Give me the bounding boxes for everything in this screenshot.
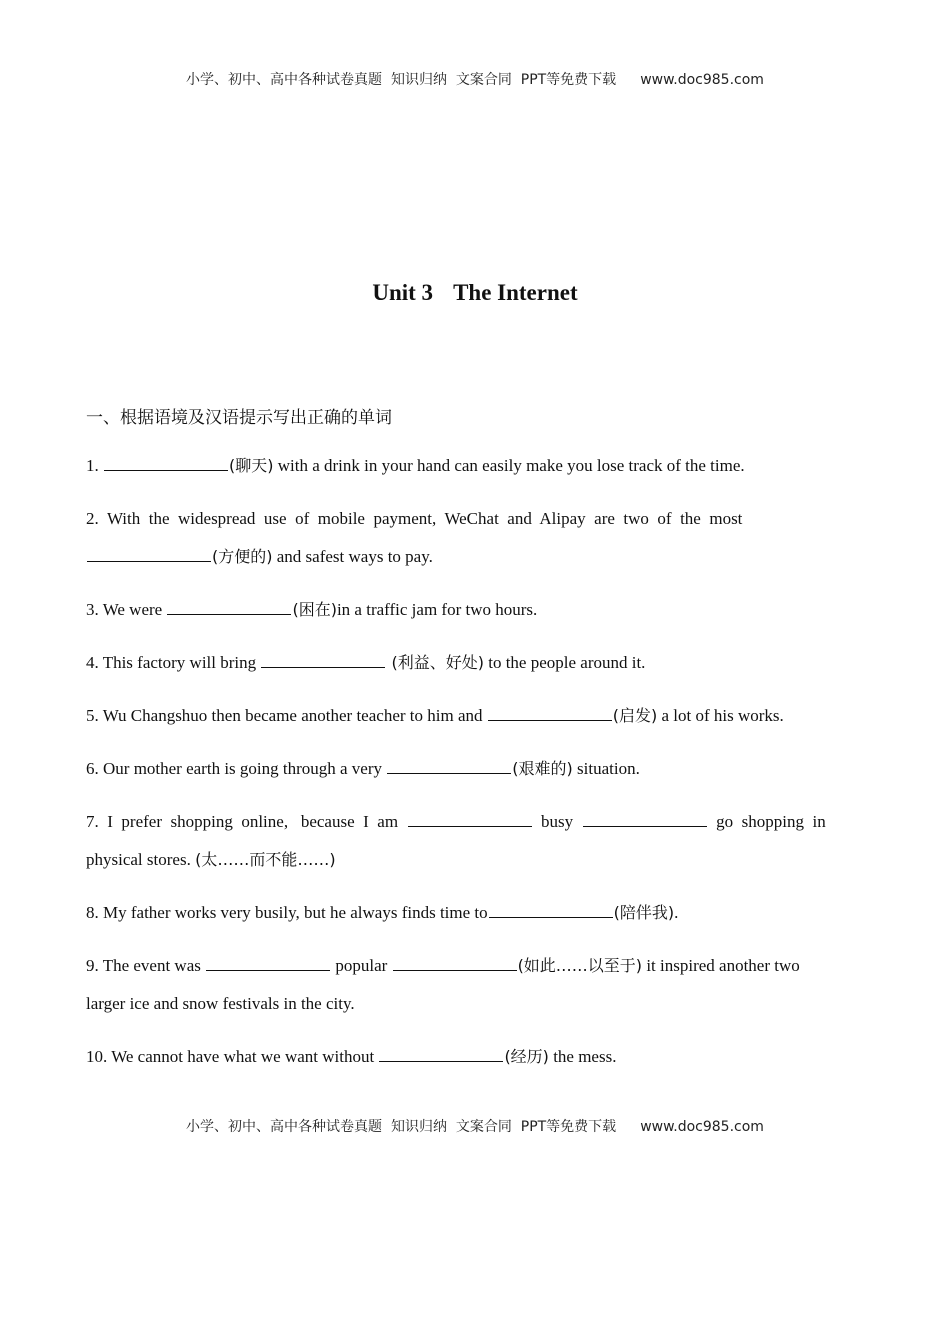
question-text: and safest ways to pay. bbox=[272, 547, 433, 566]
question-text: situation. bbox=[572, 759, 640, 778]
header-url[interactable]: www.doc985.com bbox=[640, 72, 764, 88]
question-number: 1. bbox=[86, 456, 99, 475]
answer-blank[interactable] bbox=[387, 756, 511, 774]
question-10 bbox=[86, 1038, 864, 1076]
question-text: 5. Wu Changshuo then became another teacher to him and bbox=[86, 706, 487, 725]
question-3 bbox=[86, 591, 864, 629]
question-text: 3. We were bbox=[86, 600, 167, 619]
hint: (陪伴我) bbox=[613, 903, 675, 922]
question-text: popular bbox=[331, 956, 392, 975]
question-text: it inspired another two bbox=[642, 956, 800, 975]
question-9-cont bbox=[86, 985, 864, 1023]
answer-blank[interactable] bbox=[393, 953, 517, 971]
question-text: a lot of his works. bbox=[657, 706, 784, 725]
hint: (太……而不能……) bbox=[195, 850, 336, 869]
question-text: . bbox=[674, 903, 679, 922]
question-1 bbox=[86, 447, 864, 485]
question-2 bbox=[86, 500, 864, 538]
question-8 bbox=[86, 894, 864, 932]
question-text: with a drink in your hand can easily make you lose track of the time. bbox=[273, 456, 745, 475]
page-footer bbox=[0, 1116, 950, 1136]
question-5 bbox=[86, 697, 864, 735]
answer-blank[interactable] bbox=[408, 809, 532, 827]
hint: (启发) bbox=[612, 706, 658, 725]
answer-blank[interactable] bbox=[206, 953, 330, 971]
question-text: the mess. bbox=[548, 1047, 617, 1066]
question-text: 10. We cannot have what we want without bbox=[86, 1047, 379, 1066]
question-7 bbox=[86, 803, 864, 841]
hint: (方便的) bbox=[212, 547, 273, 566]
title-unit: Unit 3 bbox=[372, 280, 434, 305]
question-text: 7. I prefer shopping online, because I am bbox=[86, 812, 407, 831]
question-6 bbox=[86, 750, 864, 788]
answer-blank[interactable] bbox=[167, 597, 291, 615]
question-text: in a traffic jam for two hours. bbox=[336, 600, 538, 619]
question-text: 4. This factory will bring bbox=[86, 653, 261, 672]
footer-url[interactable]: www.doc985.com bbox=[640, 1119, 764, 1135]
page-title bbox=[0, 280, 950, 306]
footer-text: 小学、初中、高中各种试卷真题 知识归纳 文案合同 PPT等免费下载 bbox=[186, 1119, 617, 1135]
answer-blank[interactable] bbox=[488, 703, 612, 721]
question-text: busy bbox=[532, 812, 582, 831]
answer-blank[interactable] bbox=[261, 650, 385, 668]
answer-blank[interactable] bbox=[489, 900, 613, 918]
question-text: 9. The event was bbox=[86, 956, 206, 975]
title-name: The Internet bbox=[453, 280, 578, 305]
question-text: 6. Our mother earth is going through a very bbox=[86, 759, 387, 778]
hint: (经历) bbox=[504, 1047, 549, 1066]
question-text: physical stores. bbox=[86, 850, 196, 869]
answer-blank[interactable] bbox=[87, 544, 211, 562]
question-text: go shopping in bbox=[707, 812, 826, 831]
answer-blank[interactable] bbox=[379, 1044, 503, 1062]
question-2-cont bbox=[86, 538, 864, 576]
question-text: larger ice and snow festivals in the city. bbox=[86, 994, 355, 1013]
hint: (艰难的) bbox=[512, 759, 573, 778]
question-7-cont bbox=[86, 841, 864, 879]
question-text: 2. With the widespread use of mobile payment, WeChat and Alipay are two of the most bbox=[86, 509, 743, 528]
question-text: to the people around it. bbox=[483, 653, 646, 672]
question-4 bbox=[86, 644, 864, 682]
page-header bbox=[0, 69, 950, 89]
header-text: 小学、初中、高中各种试卷真题 知识归纳 文案合同 PPT等免费下载 bbox=[186, 72, 617, 88]
question-9 bbox=[86, 947, 864, 985]
hint: (如此……以至于) bbox=[517, 956, 643, 975]
question-text: 8. My father works very busily, but he always finds time to bbox=[86, 903, 488, 922]
answer-blank[interactable] bbox=[104, 453, 228, 471]
section-heading: 一、根据语境及汉语提示写出正确的单词 bbox=[86, 408, 392, 428]
hint: (困在) bbox=[292, 600, 337, 619]
hint: (聊天) bbox=[229, 456, 274, 475]
hint: (利益、好处) bbox=[386, 653, 484, 672]
answer-blank[interactable] bbox=[583, 809, 707, 827]
